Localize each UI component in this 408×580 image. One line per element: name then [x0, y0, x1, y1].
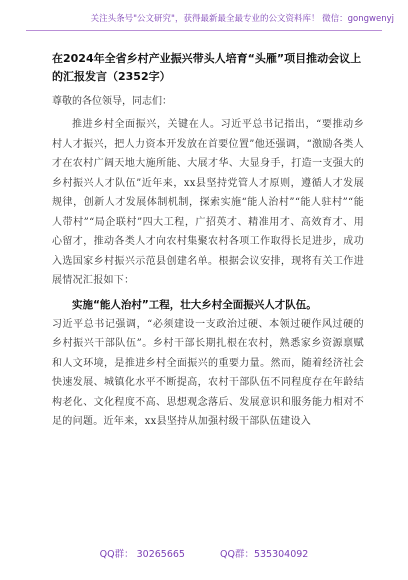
document-title: 在2024年全省乡村产业振兴带头人培育“头雁”项目推动会议上的汇报发言（2352字） — [52, 52, 362, 83]
document-body — [52, 50, 364, 432]
header-bar — [0, 0, 408, 44]
header-divider — [26, 30, 382, 31]
header-banner: 关注头条号"公文研究"，获得最新最全最专业的公文资料库！ 微信：gongwenyj — [90, 14, 394, 24]
section-heading-1: 实施“能人治村”工程，壮大乡村全面振兴人才队伍。 — [72, 298, 317, 311]
footer-qq-group-2: QQ群：535304092 — [220, 549, 309, 560]
footer-qq-group-1: QQ群： 30265665 — [99, 549, 185, 560]
intro-paragraph: 推进乡村全面振兴，关键在人。习近平总书记指出，“要推动乡村人才振兴，把人力资本开发放在首要位置”他还强调，“激励各类人才在农村广阔天地大施所能、大展才华、大显身手，打造一支强大的乡村振兴人才队伍”近年来，xx县坚持党管人才原则，遵循人才发展规律，创新人才发展体制机制，探索实施“能人治村”“能人驻村”“能人带村”“局企联村”四大工程，广招英才、精准用才、高效育才、用心留才，推动各类人才向农村集聚农村各项工作取得长足进步，成功入选国家乡村振兴示范县创建名单。根据会议安排，现将有关工作进展情况汇报如下： — [52, 119, 364, 286]
salutation: 尊敬的各位领导，同志们： — [52, 96, 172, 107]
section-paragraph-1: 习近平总书记强调，“必须建设一支政治过硬、本领过硬作风过硬的乡村振兴干部队伍”。乡村干部长期扎根在农村，熟悉家乡资源禀赋和人文环境，是推进乡村全面振兴的重要力量。然而，随着经济社会快速发展、城镇化水平不断提高，农村干部队伍不同程度存在年龄结构老化、文化程度不高、思想观念落后、发展意识和服务能力相对不足的问题。近年来，xx县坚持从加强村级干部队伍建设入 — [52, 318, 364, 427]
footer — [0, 546, 408, 566]
